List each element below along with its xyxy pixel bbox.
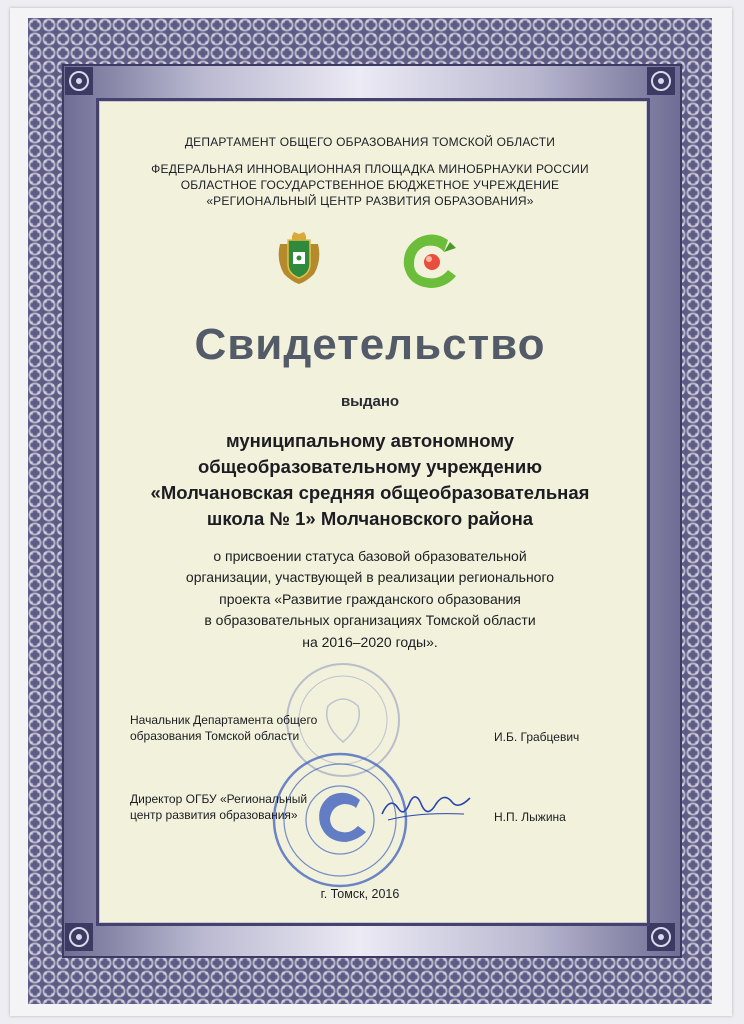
certificate-title: Свидетельство (194, 320, 546, 369)
issued-label: выдано (340, 393, 400, 410)
header-line-1: ФЕДЕРАЛЬНАЯ ИННОВАЦИОННАЯ ПЛОЩАДКА МИНОБРНАУКИ РОССИИ (151, 162, 589, 176)
signatory-position-line: центр развития образования» (130, 808, 298, 822)
signatory-name: Н.П. Лыжина (494, 810, 566, 824)
corner-ornament-icon (64, 922, 94, 952)
tomsk-oblast-coat-of-arms-icon (274, 230, 324, 286)
signatory-position-line: Начальник Департамента общего (130, 713, 318, 727)
signatory-position (130, 712, 317, 744)
department-heading: ДЕПАРТАМЕНТ ОБЩЕГО ОБРАЗОВАНИЯ ТОМСКОЙ ОБЛАСТИ (184, 135, 556, 149)
corner-ornament-icon (646, 922, 676, 952)
purpose-line: на 2016–2020 годы». (302, 634, 438, 650)
signatory-position-line: Директор ОГБУ «Региональный (130, 792, 308, 806)
signatory-position-line: образования Томской области (130, 729, 300, 743)
purpose-line: о присвоении статуса базовой образовательной (213, 548, 527, 564)
corner-ornament-icon (64, 66, 94, 96)
recipient-line: «Молчановская средняя общеобразовательная (150, 482, 590, 503)
recipient-line: школа № 1» Молчановского района (206, 508, 534, 529)
header-line-3: «РЕГИОНАЛЬНЫЙ ЦЕНТР РАЗВИТИЯ ОБРАЗОВАНИЯ» (206, 194, 534, 208)
signatory-position (130, 791, 307, 823)
purpose-line: проекта «Развитие гражданского образования (219, 591, 521, 607)
purpose-line: организации, участвующей в реализации регионального (185, 569, 555, 585)
recipient-line: общеобразовательному учреждению (197, 456, 543, 477)
purpose-line: в образовательных организациях Томской области (204, 612, 536, 628)
corner-ornament-icon (646, 66, 676, 96)
handwritten-signature (378, 784, 474, 828)
place-date: г. Томск, 2016 (320, 887, 400, 901)
rcro-logo-icon (396, 230, 462, 294)
header-line-2: ОБЛАСТНОЕ ГОСУДАРСТВЕННОЕ БЮДЖЕТНОЕ УЧРЕЖДЕНИЕ (180, 178, 560, 192)
recipient-line: муниципальному автономному (225, 430, 515, 451)
signatory-name: И.Б. Грабцевич (494, 730, 580, 744)
